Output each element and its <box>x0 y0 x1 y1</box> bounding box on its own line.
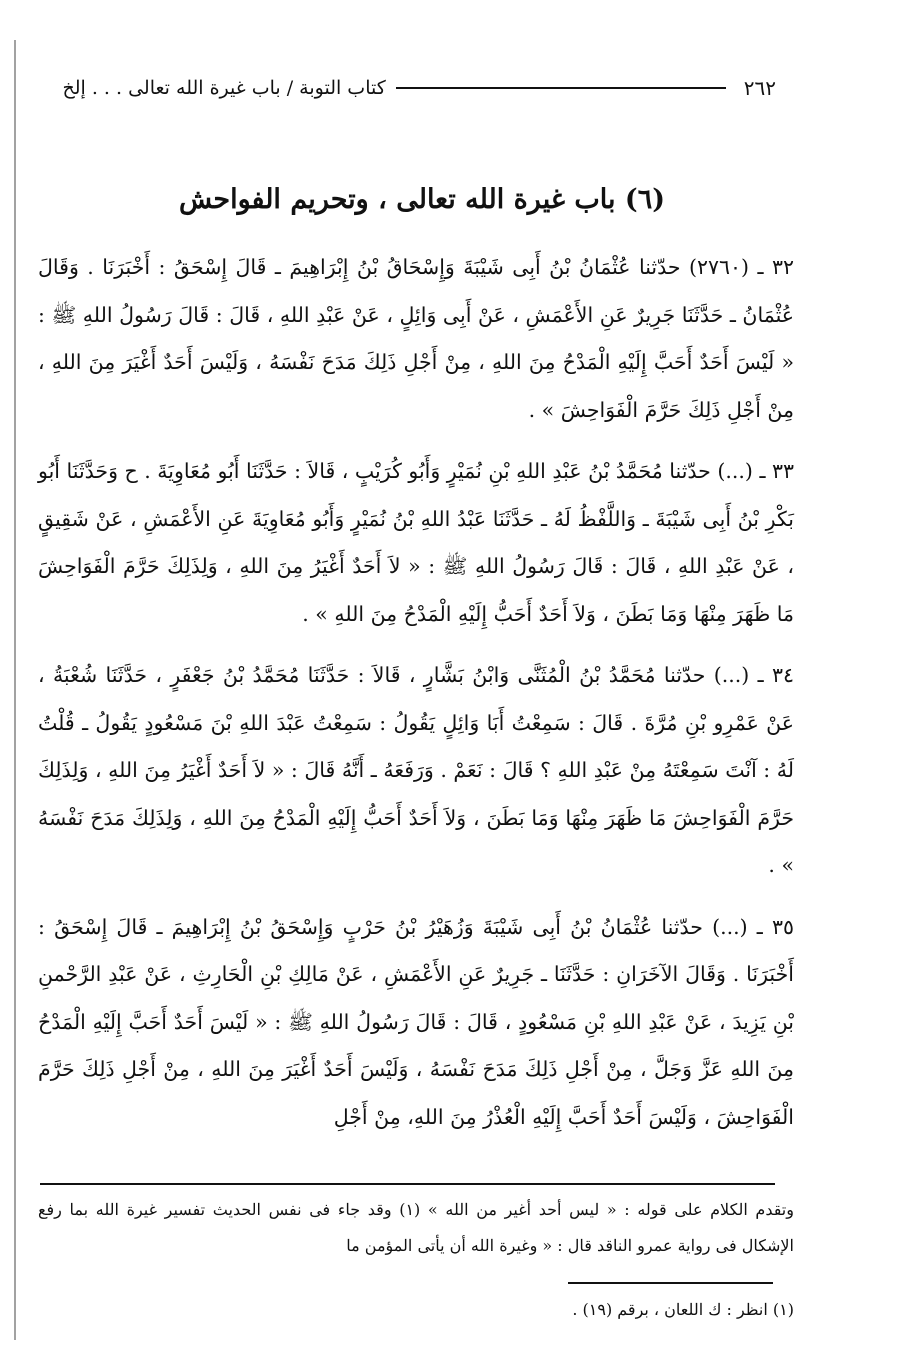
reference-divider <box>568 1282 773 1284</box>
hadith-paragraph <box>38 652 794 890</box>
binding-line <box>14 40 16 1340</box>
hadith-text: حدّثنا مُحَمَّدُ بْنُ الْمُثَنَّى وَابْنُ بَشَّارٍ ، قَالاَ : حَدَّثَنَا مُحَمَّدُ بْنُ جَعْفَرٍ ، حَدَّثَنَا شُعْبَةُ ، عَنْ عَمْرِو بْنِ مُرَّةَ . قَالَ : سَمِعْتُ أَبَا وَائِلٍ يَقُولُ : سَمِعْتُ عَبْدَ اللهِ بْنَ مَسْعُودٍ يَقُولُ ـ قُلْتُ لَهُ : آنْتَ سَمِعْتَهُ مِنْ عَبْدِ اللهِ ؟ قَالَ : نَعَمْ . وَرَفَعَهُ ـ أَنَّهُ قَالَ : « لاَ أَحَدٌ أَغْيَرُ مِنَ اللهِ ، وَلِذَلِكَ حَرَّمَ الْفَوَاحِشَ مَا ظَهَرَ مِنْهَا وَمَا بَطَنَ ، وَلاَ أَحَدٌ أَحَبُّ إِلَيْهِ الْمَدْحُ مِنَ اللهِ ، وَلِذَلِكَ مَدَحَ نَفْسَهُ » . <box>38 663 794 877</box>
hadith-paragraph <box>38 904 794 1142</box>
page-number: ٢٦٢ <box>743 76 776 100</box>
hadith-number: ٣٢ ـ (٢٧٦٠) <box>689 255 794 279</box>
reference-footnote: (١) انظر : ك اللعان ، برقم (١٩) . <box>572 1300 794 1319</box>
hadith-text: حدّثنا عُثْمَانُ بْنُ أَبِى شَيْبَةَ وَزُهَيْرُ بْنُ حَرْبٍ وَإِسْحَقُ بْنُ إِبْرَاهِيمَ ـ قَالَ إِسْحَقُ : أَخْبَرَنَا . وَقَالَ الآخَرَانِ : حَدَّثَنَا ـ جَرِيرٌ عَنِ الأَعْمَشِ ، عَنْ مَالِكِ بْنِ الْحَارِثِ ، عَنْ عَبْدِ الرَّحْمنِ بْنِ يَزِيدَ ، عَنْ عَبْدِ اللهِ بْنِ مَسْعُودٍ ، قَالَ : قَالَ رَسُولُ اللهِ ﷺ : « لَيْسَ أَحَدٌ أَحَبَّ إِلَيْهِ الْمَدْحُ مِنَ اللهِ عَزَّ وَجَلَّ ، مِنْ أَجْلِ ذَلِكَ مَدَحَ نَفْسَهُ ، وَلَيْسَ أَحَدٌ أَغْيَرَ مِنَ اللهِ ، مِنْ أَجْلِ ذَلِكَ حَرَّمَ الْفَوَاحِشَ ، وَلَيْسَ أَحَدٌ أَحَبَّ إِلَيْهِ الْعُذْرُ مِنَ اللهِ، مِنْ أَجْلِ <box>38 914 794 1129</box>
commentary-footnote: وتقدم الكلام على قوله : « ليس أحد أغير من الله » (١) وقد جاء فى نفس الحديث تفسير غيرة الله بما رفع الإشكال فى رواية عمرو الناقد قال : « وغيرة الله أن يأتى المؤمن ما <box>38 1200 794 1255</box>
hadith-text: حدّثنا عُثْمَانُ بْنُ أَبِى شَيْبَةَ وَإِسْحَاقُ بْنُ إِبْرَاهِيمَ ـ قَالَ إِسْحَقُ : أَخْبَرَنَا . وَقَالَ عُثْمَانُ ـ حَدَّثَنَا جَرِيرٌ عَنِ الأَعْمَشِ ، عَنْ أَبِى وَائِلٍ ، عَنْ عَبْدِ اللهِ ، قَالَ : قَالَ رَسُولُ اللهِ ﷺ : « لَيْسَ أَحَدٌ أَحَبَّ إِلَيْهِ الْمَدْحُ مِنَ اللهِ ، مِنْ أَجْلِ ذَلِكَ مَدَحَ نَفْسَهُ ، وَلَيْسَ أَحَدٌ أَغْيَرَ مِنَ اللهِ ، مِنْ أَجْلِ ذَلِكَ حَرَّمَ الْفَوَاحِشَ » . <box>38 255 794 422</box>
hadith-paragraph <box>38 244 794 434</box>
hadith-number: ٣٤ ـ (...) <box>713 663 794 687</box>
header-rule <box>396 87 726 89</box>
footnote-divider <box>40 1183 775 1185</box>
hadith-text: حدّثنا مُحَمَّدُ بْنُ عَبْدِ اللهِ بْنِ نُمَيْرٍ وَأَبُو كُرَيْبٍ ، قَالاَ : حَدَّثَنَا أَبُو مُعَاوِيَةَ . ح وَحَدَّثَنَا أَبُو بَكْرِ بْنُ أَبِى شَيْبَةَ ـ وَاللَّفْظُ لَهُ ـ حَدَّثَنَا عَبْدُ اللهِ بْنُ نُمَيْرٍ وَأَبُو مُعَاوِيَةَ عَنِ الأَعْمَشِ ، عَنْ شَقِيقٍ ، عَنْ عَبْدِ اللهِ ، قَالَ : قَالَ رَسُولُ اللهِ ﷺ : « لاَ أَحَدٌ أَغْيَرُ مِنَ اللهِ ، وَلِذَلِكَ حَرَّمَ الْفَوَاحِشَ مَا ظَهَرَ مِنْهَا وَمَا بَطَنَ ، وَلاَ أَحَدٌ أَحَبُّ إِلَيْهِ الْمَدْحُ مِنَ اللهِ » . <box>38 459 794 626</box>
running-title: كتاب التوبة / باب غيرة الله تعالى . . . إلخ <box>62 77 386 99</box>
hadith-body <box>38 244 794 1155</box>
hadith-number: ٣٣ ـ (...) <box>717 459 794 483</box>
hadith-paragraph <box>38 448 794 638</box>
chapter-title: (٦) باب غيرة الله تعالى ، وتحريم الفواحش <box>178 184 665 215</box>
running-header <box>38 68 776 108</box>
hadith-number: ٣٥ ـ (...) <box>712 914 794 939</box>
